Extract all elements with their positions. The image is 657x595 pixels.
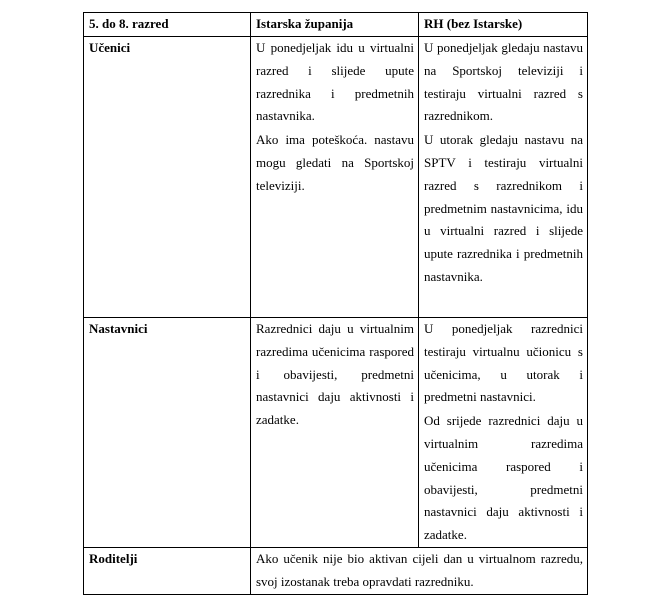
cell-paragraph: Ako učenik nije bio aktivan cijeli dan u virtualnom razredu, svoj izostanak treba opravdati razredniku. [256,550,583,589]
cell-paragraph: U utorak gledaju nastavu na SPTV i testiraju virtualni razred s razrednikom i predmetnim nastavnicima, idu u virtualni razred i slijede upute razrednika i predmetnih nastavnika. [424,132,583,284]
cell-paragraph: Od srijede razrednici daju u virtualnim razredima učenicima raspored i obavijesti, predmetni nastavnici daju aktivnosti i zadatke. [424,413,583,543]
cell-roditelji-merged [251,547,588,594]
header-grade: 5. do 8. razred [84,13,251,37]
cell-nastavnici-istra [251,318,419,548]
table-header-row [84,13,588,37]
row-label-ucenici: Učenici [84,37,251,318]
header-rh: RH (bez Istarske) [419,13,588,37]
table-row-nastavnici [84,318,588,548]
row-label-roditelji: Roditelji [84,547,251,594]
schedule-table [83,12,588,595]
table-row-ucenici [84,37,588,318]
cell-ucenici-istra [251,37,419,318]
row-label-nastavnici: Nastavnici [84,318,251,548]
cell-paragraph: Razrednici daju u virtualnim razredima učenicima raspored i obavijesti, predmetni nastavnici daju aktivnosti i zadatke. [256,321,414,428]
table-row-roditelji [84,547,588,594]
cell-paragraph: U ponedjeljak idu u virtualni razred i slijede upute razrednika i predmetnih nastavnika. [256,40,414,124]
cell-nastavnici-rh [419,318,588,548]
cell-ucenici-rh [419,37,588,318]
cell-paragraph: Ako ima poteškoća. nastavu mogu gledati na Sportskoj televiziji. [256,132,414,193]
cell-paragraph: U ponedjeljak gledaju nastavu na Sportskoj televiziji i testiraju virtualni razred s razrednikom. [424,40,583,124]
header-istra: Istarska županija [251,13,419,37]
cell-paragraph: U ponedjeljak razrednici testiraju virtualnu učionicu s učenicima, u utorak i predmetni nastavnici. [424,321,583,405]
